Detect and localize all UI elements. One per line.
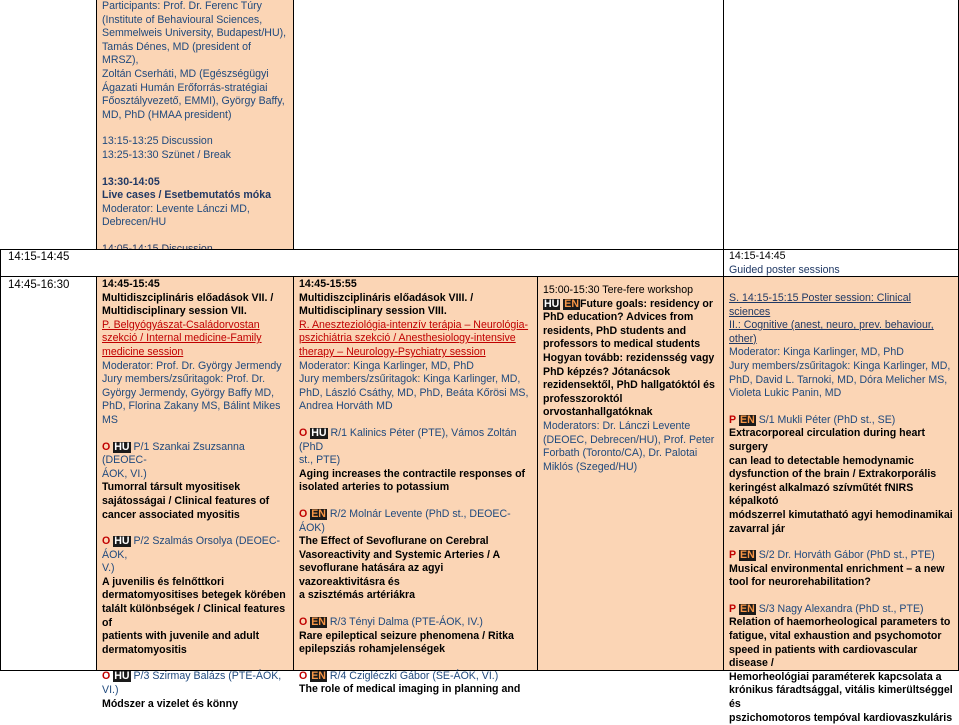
talk-title: krónikus fáradtsággal, vitális kimerültséggel és <box>729 684 953 711</box>
workshop-moderator-line: Forbath (Toronto/CA), Dr. Palotai <box>543 447 698 460</box>
talk-title: Extracorporeal circulation during heart surgery <box>729 427 926 453</box>
talk-title: a szisztémás artériákra <box>299 589 416 602</box>
talk-title: fatigue, vital exhaustion and psychomotor <box>729 630 942 643</box>
talk-title: The role of medical imaging in planning and <box>299 683 521 696</box>
participants-line: MD, PhD (HMAA president) <box>102 108 232 121</box>
lang-badge: EN <box>311 616 326 629</box>
talk-title: Aging increases the contractile responses of <box>299 467 526 480</box>
col1-jury-line: György Jermendy, György Baffy MD, <box>102 386 275 399</box>
talk-title: tool for neurorehabilitation? <box>729 576 871 589</box>
talk-title: Musical environmental enrichment – a new <box>729 562 945 575</box>
col1-moderator: Moderator: Prof. Dr. György Jermendy <box>102 359 282 372</box>
poster-col <box>723 276 959 724</box>
talk-title: talált különbségek / Clinical features of <box>102 603 286 629</box>
discussion-slot: 13:15-13:25 Discussion <box>102 135 213 148</box>
poster-jury-line: Violeta Lukic Panin, MD <box>729 387 842 400</box>
live-title: Live cases / Esetbemutatós móka <box>102 189 271 202</box>
col2-talks <box>299 414 532 697</box>
col1-title-line: Multidiszciplináris előadások VII. / <box>102 291 274 304</box>
talk-title: módszerrel kimutatható agyi hemodinamikai <box>729 508 953 521</box>
talk-speaker: O EN R/3 Tényi Dalma (PTE-ÁOK, IV.) <box>299 616 483 629</box>
poster-talks <box>729 401 953 725</box>
col1-title-line: Multidisciplinary session VII. <box>102 305 247 318</box>
talk-type-badge: O <box>102 535 111 548</box>
talk-type-badge: P <box>729 549 737 562</box>
talk-title: Rare epileptical seizure phenomena / Ritka <box>299 629 514 642</box>
talk-title: Relation of haemorheological parameters to <box>729 616 951 629</box>
live-moderator-line: Debrecen/HU <box>102 216 167 229</box>
talk-title: patients with juvenile and adult <box>102 630 260 643</box>
break-slot: 13:25-13:30 Szünet / Break <box>102 148 231 161</box>
lang-tag-hu: HU <box>544 297 560 310</box>
poster-session-line: other) <box>729 332 757 345</box>
lang-badge: EN <box>740 413 755 426</box>
talk-speaker: P EN S/3 Nagy Alexandra (PhD st., PTE) <box>729 602 924 615</box>
talk-title: epilepsziás rohamjelenségek <box>299 643 446 656</box>
talk-title: cancer associated myositis <box>102 508 240 521</box>
lang-badge: EN <box>740 549 755 562</box>
participants-line: Semmelweis University, Budapest/HU), <box>102 27 287 40</box>
top-session-cell <box>96 0 294 250</box>
participants-line: Zoltán Cserháti, MD (Egészségügyi <box>102 67 269 80</box>
talk-title: Módszer a vizelet és könny <box>102 697 239 710</box>
workshop-title-line: professzoroktól <box>543 392 623 405</box>
poster-jury-line: Jury members/zsűritagok: Kinga Karlinger, MD, <box>729 359 951 372</box>
col2-title-line: Multidisciplinary session VIII. <box>299 305 447 318</box>
poster-session-title <box>729 292 953 346</box>
talk-speaker: P EN S/2 Dr. Horváth Gábor (PhD st., PTE) <box>729 549 935 562</box>
col1-jury-line: PhD, Florina Zakany MS, Bálint Mikes <box>102 400 281 413</box>
workshop-title-first <box>543 298 718 312</box>
col1-talks <box>102 428 288 712</box>
talk-speaker: st., PTE) <box>299 454 341 467</box>
poster-jury-line: PhD, David L. Tarnoki, MD, Dóra Melicher MS, <box>729 373 948 386</box>
talk-type-badge: O <box>299 507 308 520</box>
col1-title <box>102 292 288 319</box>
col2-section-line: R. Aneszteziológia-intenzív terápia – Neurológia- <box>299 318 529 331</box>
talk-title: zavarral jár <box>729 522 785 535</box>
col2-title-line: Multidiszciplináris előadások VIII. / <box>299 291 474 304</box>
lang-badge: HU <box>114 535 130 548</box>
row-time-1-label: 14:15-14:45 <box>8 251 70 263</box>
talk-speaker: O HU P/2 Szalmás Orsolya (DEOEC-ÁOK, <box>102 535 281 561</box>
session-col-2 <box>293 276 538 696</box>
talk-title: Tumorral társult myositisek <box>102 481 241 494</box>
lang-badge: HU <box>311 426 327 439</box>
col2-jury-line: Jury members/zsűritagok: Kinga Karlinger, MD, <box>299 373 521 386</box>
talk-title: sajátosságai / Clinical features of <box>102 494 270 507</box>
talk-title: speed in patients with cardiovascular disease / <box>729 643 918 670</box>
col2-title <box>299 292 532 319</box>
poster-jury <box>729 360 953 401</box>
participants-line: Ágazati Humán Erőforrás-stratégiai <box>102 81 268 94</box>
col2-section <box>299 319 532 360</box>
talk-title: A juvenilis és felnőttkori <box>102 575 225 588</box>
col1-jury-line: MS <box>102 413 118 426</box>
poster-top-cell <box>723 249 959 277</box>
col2-moderator: Moderator: Kinga Karlinger, MD, PhD <box>299 359 474 372</box>
row-time-2 <box>0 276 97 671</box>
talk-speaker: V.) <box>102 562 115 575</box>
talk-title: isolated arteries to potassium <box>299 481 450 494</box>
row-time-2-label: 14:45-16:30 <box>8 279 70 291</box>
talk-title: pszichomotoros tempóval kardiovaszkuláris <box>729 711 953 724</box>
talk-title: dermatomyositis <box>102 643 187 656</box>
talk-title: Hemorheológiai paraméterek kapcsolata a <box>729 670 942 683</box>
talk-type-badge: P <box>729 602 737 615</box>
col1-section-line: szekció / Internal medicine-Family <box>102 332 262 345</box>
talk-type-badge: O <box>299 616 308 629</box>
participants-line: Főosztályvezető, EMMI), György Baffy, <box>102 95 285 108</box>
talk-type-badge: P <box>729 413 737 426</box>
poster-session-line: II.: Cognitive (anest, neuro, prev. behaviour, <box>729 319 934 332</box>
talk-title: dermatomyositises betegek körében <box>102 589 286 602</box>
workshop-title <box>543 311 718 420</box>
col2-jury-line: PhD, László Csáthy, MD, PhD, Beáta Kőrösi MS, <box>299 386 529 399</box>
lang-badge: HU <box>114 440 130 453</box>
workshop-title-line: professors to medical students <box>543 338 701 351</box>
talk-title: dysfunction of the brain / Extrakorporális <box>729 468 937 481</box>
col1-jury-line: Jury members/zsűritagok: Prof. Dr. <box>102 373 266 386</box>
workshop-title-line: Hogyan tovább: rezidensség vagy <box>543 351 715 364</box>
session-col-1 <box>96 276 294 710</box>
talk-speaker: P EN S/1 Mukli Péter (PhD st., SE) <box>729 413 896 426</box>
talk-speaker: O HU P/3 Szirmay Balázs (PTE-ÁOK, VI.) <box>102 670 282 697</box>
live-moderator <box>102 203 288 230</box>
top-empty-cell <box>293 0 724 250</box>
workshop-time: 15:00-15:30 Tere-fere workshop <box>543 284 693 296</box>
talk-speaker: O HU R/1 Kalinics Péter (PTE), Vámos Zoltán (PhD <box>299 426 517 453</box>
participants-line: (Institute of Behavioural Sciences, <box>102 13 263 26</box>
talk-speaker: ÁOK, VI.) <box>102 467 147 480</box>
workshop-moderator-line: Moderators: Dr. Lánczi Levente <box>543 419 691 432</box>
talk-speaker: O EN R/4 Czigléczki Gábor (SE-ÁOK, VI.) <box>299 669 499 682</box>
talk-type-badge: O <box>299 426 308 439</box>
workshop-moderators <box>543 420 718 474</box>
poster-moderator: Moderator: Kinga Karlinger, MD, PhD <box>729 346 904 359</box>
col1-jury <box>102 373 288 427</box>
lang-badge: HU <box>114 670 130 683</box>
workshop-title-line: residents, PhD students and <box>543 324 687 337</box>
top-right-empty-cell <box>723 0 959 250</box>
participants-line: Tamás Dénes, MD (president of MRSZ), <box>102 40 251 67</box>
participants-line: Participants: Prof. Dr. Ferenc Túry <box>102 0 262 12</box>
lang-tag-en: EN <box>564 297 579 310</box>
talk-type-badge: O <box>299 669 308 682</box>
col2-section-line: therapy – Neurology-Psychiatry session <box>299 345 486 358</box>
workshop-title-line: orvostanhallgatóknak <box>543 406 653 419</box>
col2-time: 14:45-15:55 <box>299 278 357 290</box>
workshop-moderator-line: Miklós (Szeged/HU) <box>543 460 638 473</box>
col1-section-line: P. Belgyógyászat-Családorvostan <box>102 318 260 331</box>
talk-title: can lead to detectable hemodynamic <box>729 454 914 467</box>
workshop-title-line: PhD képzés? Jótanácsok <box>543 365 671 378</box>
workshop-title-line: PhD education? Advices from <box>543 311 694 324</box>
talk-title: Vasoreactivity and Systemic Arteries / A <box>299 548 501 561</box>
workshop-moderator-line: (DEOEC, Debrecen/HU), Prof. Peter <box>543 433 715 446</box>
workshop-title-text: Future goals: residency or <box>579 297 714 310</box>
col2-jury-line: Andrea Horváth MD <box>299 400 393 413</box>
participants <box>102 0 288 122</box>
talk-speaker: O HU P/1 Szankai Zsuzsanna (DEOEC- <box>102 440 245 467</box>
workshop-col <box>537 276 724 671</box>
talk-title: sevoflurane hatására az agyi vazoreaktivitásra és <box>299 562 444 588</box>
poster-top-title: Guided poster sessions <box>729 263 840 276</box>
live-moderator-line: Moderator: Levente Lánczi MD, <box>102 202 250 215</box>
workshop-title-line: rezidensektől, PhD hallgatóktól és <box>543 379 715 392</box>
col1-section <box>102 319 288 360</box>
live-time: 13:30-14:05 <box>102 175 160 188</box>
talk-type-badge: O <box>102 670 111 683</box>
col2-section-line: pszichiátria szekció / Anesthesiology-intensive <box>299 332 516 345</box>
col2-jury <box>299 373 532 414</box>
poster-session-line: S. 14:15-15:15 Poster session: Clinical sciences <box>729 292 911 318</box>
col1-section-line: medicine session <box>102 345 184 358</box>
talk-speaker: O EN R/2 Molnár Levente (PhD st., DEOEC-ÁOK) <box>299 507 511 534</box>
col1-time: 14:45-15:45 <box>102 278 160 290</box>
lang-badge: EN <box>311 669 326 682</box>
talk-title: The Effect of Sevoflurane on Cerebral <box>299 535 489 548</box>
lang-badge: EN <box>740 602 755 615</box>
talk-title: keringést alkalmazó szívműtét fNIRS képalkotó <box>729 481 914 508</box>
talk-type-badge: O <box>102 440 111 453</box>
poster-top-time: 14:15-14:45 <box>729 250 786 262</box>
lang-badge: EN <box>311 507 326 520</box>
